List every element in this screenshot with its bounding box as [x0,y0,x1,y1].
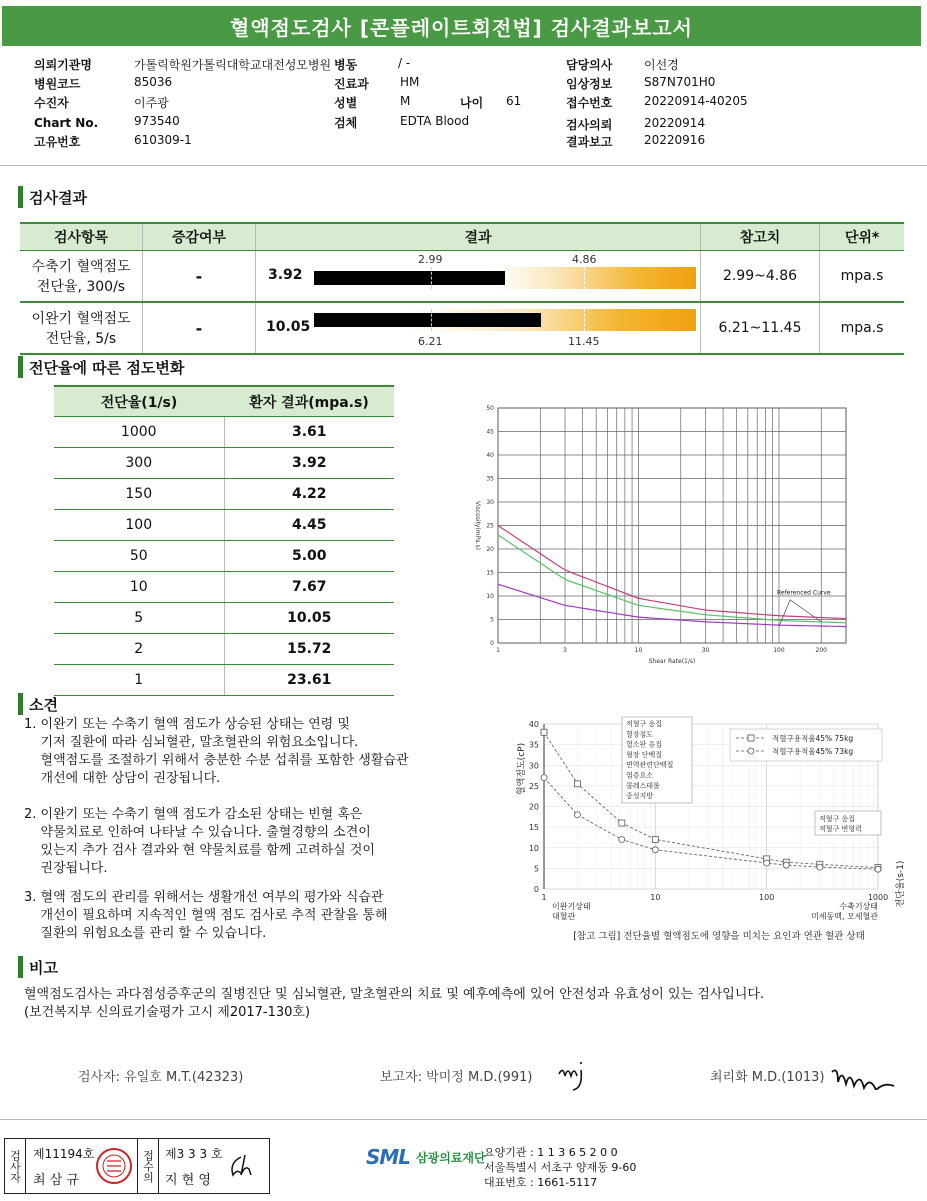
unique-id-label: 고유번호 [34,135,81,149]
unique-id-value: 610309-1 [134,133,192,147]
y-tick-label: 0 [533,885,539,894]
receipt-label: 접수번호 [566,96,613,110]
data-point [575,781,581,787]
y-tick-label: 5 [533,864,539,874]
header-divider [0,165,927,166]
data-point [764,860,770,866]
viscosity-cell: 23.61 [224,665,394,696]
y-tick-label: 30 [528,761,539,771]
remark-line1: 혈액점도검사는 과다점성증후군의 질병진단 및 심뇌혈관, 말초혈관의 치료 및 예후예측에 있어 안전성과 유효성이 있는 검사입니다. [24,987,765,1002]
factor-text: 적혈구 응집 [626,720,663,728]
y-axis-label: Viscosity(mPa.s) [474,500,481,551]
chart-no-value: 973540 [134,114,180,128]
item-line2: 전단율, 300/s [36,279,126,295]
item-line2: 전단율, 5/s [45,331,117,347]
shear-rate-cell: 300 [54,448,224,479]
shear-header-result: 환자 결과(mpa.s) [224,386,394,417]
chart-no-label: Chart No. [34,116,99,130]
shear-rate-cell: 2 [54,634,224,665]
age-value: 61 [506,94,522,108]
result-bar-cell [256,302,701,354]
y-tick-label: 30 [486,499,494,506]
data-point [541,775,547,781]
y-tick-label: 45 [486,428,494,436]
result-fill-bar [314,313,541,327]
request-label: 검사의뢰 [566,118,613,132]
result-value: 3.92 [268,267,303,283]
viscosity-cell: 15.72 [224,634,394,665]
table-row [54,603,394,634]
x-tick-label: 10 [634,647,643,654]
shear-rate-cell: 100 [54,510,224,541]
ward-label: 병동 [334,58,358,72]
footer-contact [484,1145,636,1190]
data-point [619,837,625,843]
shear-rate-cell: 5 [54,603,224,634]
legend-marker [748,735,754,741]
section-opinion-title: 소견 [29,695,58,714]
viscosity-cell: 3.61 [224,417,394,448]
reporter-handwritten-signature [555,1058,595,1094]
ref-high-label: 11.45 [568,335,600,348]
shear-rate-cell: 1 [54,665,224,696]
certification-box [4,1138,270,1194]
data-point [541,729,547,735]
viscosity-curve-chart [470,400,860,670]
third-signature: 최리화 M.D.(1013) [710,1070,825,1085]
viscosity-cell: 3.92 [224,448,394,479]
factor-text: 중성지방 [626,792,654,801]
y-tick-label: 5 [490,616,494,624]
factor2-text: 적혈구 변형력 [819,825,862,833]
table-row [54,665,394,696]
viscosity-cell: 4.22 [224,479,394,510]
x-tick-label: 10 [650,893,661,902]
result-header-reference: 참고치 [701,223,820,251]
sml-logo [366,1145,486,1169]
x-tick-label: 1 [496,647,500,654]
institution-value: 가톨릭학원가톨릭대학교대전성모병원 [134,58,332,72]
clinical-label: 임상정보 [566,77,613,91]
factor-text: 혈장점도 [626,730,654,739]
data-point [783,862,789,868]
age-label: 나이 [460,96,484,110]
viscosity-cell: 10.05 [224,603,394,634]
org-name: 삼광의료재단 [416,1150,486,1165]
change-cell: - [143,251,256,303]
data-point [875,866,881,872]
table-row [20,302,904,354]
table-row [54,510,394,541]
result-table [20,222,904,355]
result-header-item: 검사항목 [20,223,143,251]
section-remark [18,956,58,978]
item-line1: 수축기 혈액점도 [31,259,131,275]
factor-text: 염증요소 [626,771,654,780]
table-row [54,479,394,510]
data-point [575,812,581,818]
opinion-paragraph-3: 3. 혈액 점도의 관리를 위해서는 생활개선 여부의 평가와 식습관 개선이 필요하며 지속적인 혈액 점도 검사로 추적 관찰을 통해 질환의 위험요소를 관리 할 수 있습니다. [24,890,388,941]
section-result [18,186,87,208]
x-tick-label: 3 [563,647,567,654]
section-remark-title: 비고 [29,958,58,977]
reference-figure-chart [510,712,915,950]
section-shear-title: 전단율에 따른 점도변화 [29,358,185,377]
hospcode-label: 병원코드 [34,77,81,91]
x-axis-label: Shear Rate(1/s) [648,658,696,665]
data-point [817,864,823,870]
y-tick-label: 15 [528,823,539,833]
y-tick-label: 0 [490,640,494,647]
specimen-label: 검체 [334,116,358,130]
reference-cell: 6.21~11.45 [701,302,820,354]
legend-marker [748,748,754,754]
data-point [652,847,658,853]
y-tick-label: 10 [486,593,494,600]
y-tick-label: 50 [486,405,494,412]
item-line1: 이완기 혈액점도 [31,311,131,327]
x-tick-label: 1000 [867,893,889,902]
unit-cell: mpa.s [820,302,905,354]
y-tick-label: 20 [528,802,539,812]
table-row [54,572,394,603]
section-opinion [18,693,58,715]
viscosity-cell: 7.67 [224,572,394,603]
table-row [20,251,904,303]
opinion-paragraph-1: 1. 이완기 또는 수축기 혈액 점도가 상승된 상태는 연령 및 기저 질환에 따라 심뇌혈관, 말초혈관의 위험요소입니다. 혈액점도를 조절하기 위해서 충분한 수분 섭취를 포함한 생활습관 개선에 대한 상담이 권장됩니다. [24,717,409,786]
y-axis-label: 혈액점도(cP) [517,742,527,796]
result-item-cell [20,302,143,354]
section-shear [18,356,184,378]
x-tick-label: 100 [759,893,775,902]
dept-label: 진료과 [334,77,369,91]
shear-rate-cell: 150 [54,479,224,510]
receiver-signature [227,1153,263,1183]
y-tick-label: 40 [528,720,539,729]
remark-text [24,986,764,1022]
official-seal-icon [95,1147,133,1185]
footer-divider [0,1119,927,1120]
factor-text: 면역관련단백질 [626,761,674,770]
x-tick-label: 100 [773,647,785,654]
agency-number: 요양기관 : 1 1 3 6 5 2 0 0 [484,1146,618,1159]
result-value: 10.05 [266,319,311,335]
x-right-label-1: 수축기상태 [839,902,878,911]
specimen-value: EDTA Blood [400,114,470,128]
x-tick-label: 30 [701,647,710,654]
factor-text: 콜레스테롤 [626,781,660,790]
shear-rate-cell: 1000 [54,417,224,448]
y-tick-label: 40 [486,452,494,459]
report-date-value: 20220916 [644,133,706,147]
result-fill-bar [314,271,505,285]
remark-line2: (보건복지부 신의료기술평가 고시 제2017-130호) [24,1005,311,1020]
patient-value: 이주광 [134,96,169,110]
figure-caption: [참고 그림] 전단율별 혈액점도에 영향을 미치는 요인과 연관 혈관 상태 [573,931,865,942]
cert-number-2: 제3 3 3 호 [165,1147,223,1161]
opinion-paragraph-2: 2. 이완기 또는 수축기 혈액 점도가 감소된 상태는 빈혈 혹은 약물치료로 인하여 나타날 수 있습니다. 출혈경향의 소견이 있는지 추가 검사 결과와 현 약물치료를 함께 고려하실 것이 권장됩니다. [24,807,375,876]
x-tick-label: 1 [541,893,547,902]
result-scale-bar [314,267,696,289]
doctor-label: 담당의사 [566,58,613,72]
org-phone: 대표번호 : 1661-5117 [484,1176,598,1189]
y-tick-label: 25 [486,522,494,530]
x-left-label-1: 이완기상태 [552,902,591,911]
result-scale-bar [314,309,696,331]
y2-axis-label: 전단율(s-1) [896,860,906,908]
third-handwritten-signature [830,1064,896,1090]
clinical-value: S87N701H0 [644,75,716,89]
legend-label: 적혈구용적율45% 73kg [772,747,854,756]
tester-vertical-label: 검사자 [5,1139,26,1193]
patient-label: 수진자 [34,96,69,110]
x-left-label-2: 대혈관 [552,912,576,921]
sml-logo-mark: SML [366,1145,411,1169]
viscosity-cell: 5.00 [224,541,394,572]
cert-name-1: 최 삼 규 [33,1173,79,1188]
result-header-result: 결과 [256,223,701,251]
x-right-label-2: 미세동맥, 모세혈관 [811,912,878,921]
org-address: 서울특별시 서초구 양재동 9-60 [484,1161,637,1174]
dept-value: HM [400,75,420,89]
annotation-label: Referenced Curve [776,589,831,597]
receiver-vertical-label: 접수의 [137,1139,159,1193]
result-bar-cell [256,251,701,303]
ref-low-label: 6.21 [418,335,443,348]
legend-label: 적혈구용적율45% 75kg [772,734,854,743]
sex-value: M [400,94,411,108]
result-item-cell [20,251,143,303]
shear-rate-cell: 50 [54,541,224,572]
y-tick-label: 35 [528,740,539,750]
data-point [619,820,625,826]
sex-label: 성별 [334,96,358,110]
table-row [54,448,394,479]
shear-header-rate: 전단율(1/s) [54,386,224,417]
hospcode-value: 85036 [134,75,173,89]
factor-text: 혈소판 응집 [626,740,663,749]
report-header [0,52,927,162]
unit-cell: mpa.s [820,251,905,303]
report-date-label: 결과보고 [566,135,613,149]
y-tick-label: 15 [486,569,494,577]
section-result-title: 검사결과 [29,188,87,207]
table-row [54,634,394,665]
shear-rate-cell: 10 [54,572,224,603]
y-tick-label: 25 [528,781,539,791]
reference-cell: 2.99~4.86 [701,251,820,303]
x-tick-label: 200 [815,647,827,654]
cert-number-1: 제11194호 [33,1147,95,1161]
ref-low-label: 2.99 [418,253,443,266]
y-tick-label: 20 [486,546,494,553]
shear-table [54,385,394,696]
result-header-unit: 단위* [820,223,905,251]
ward-value: / - [398,56,411,70]
y-tick-label: 35 [486,475,494,483]
request-value: 20220914 [644,116,706,130]
result-header-change: 증감여부 [143,223,256,251]
reporter-signature: 보고자: 박미정 M.D.(991) [380,1070,533,1085]
y-tick-label: 10 [528,843,539,853]
doctor-value: 이선경 [644,58,679,72]
table-row [54,417,394,448]
table-row [54,541,394,572]
tester-signature: 검사자: 유일호 M.T.(42323) [78,1070,244,1085]
viscosity-cell: 4.45 [224,510,394,541]
data-point [652,837,658,843]
receipt-value: 20220914-40205 [644,94,748,108]
factor-text: 혈장 단백질 [626,750,663,759]
change-cell: - [143,302,256,354]
report-title: 혈액점도검사 [콘플레이트회전법] 검사결과보고서 [2,6,921,46]
factor2-text: 적혈구 응집 [819,815,856,823]
institution-label: 의뢰기관명 [34,58,92,72]
ref-high-label: 4.86 [572,253,597,266]
cert-name-2: 지 현 영 [165,1173,211,1188]
